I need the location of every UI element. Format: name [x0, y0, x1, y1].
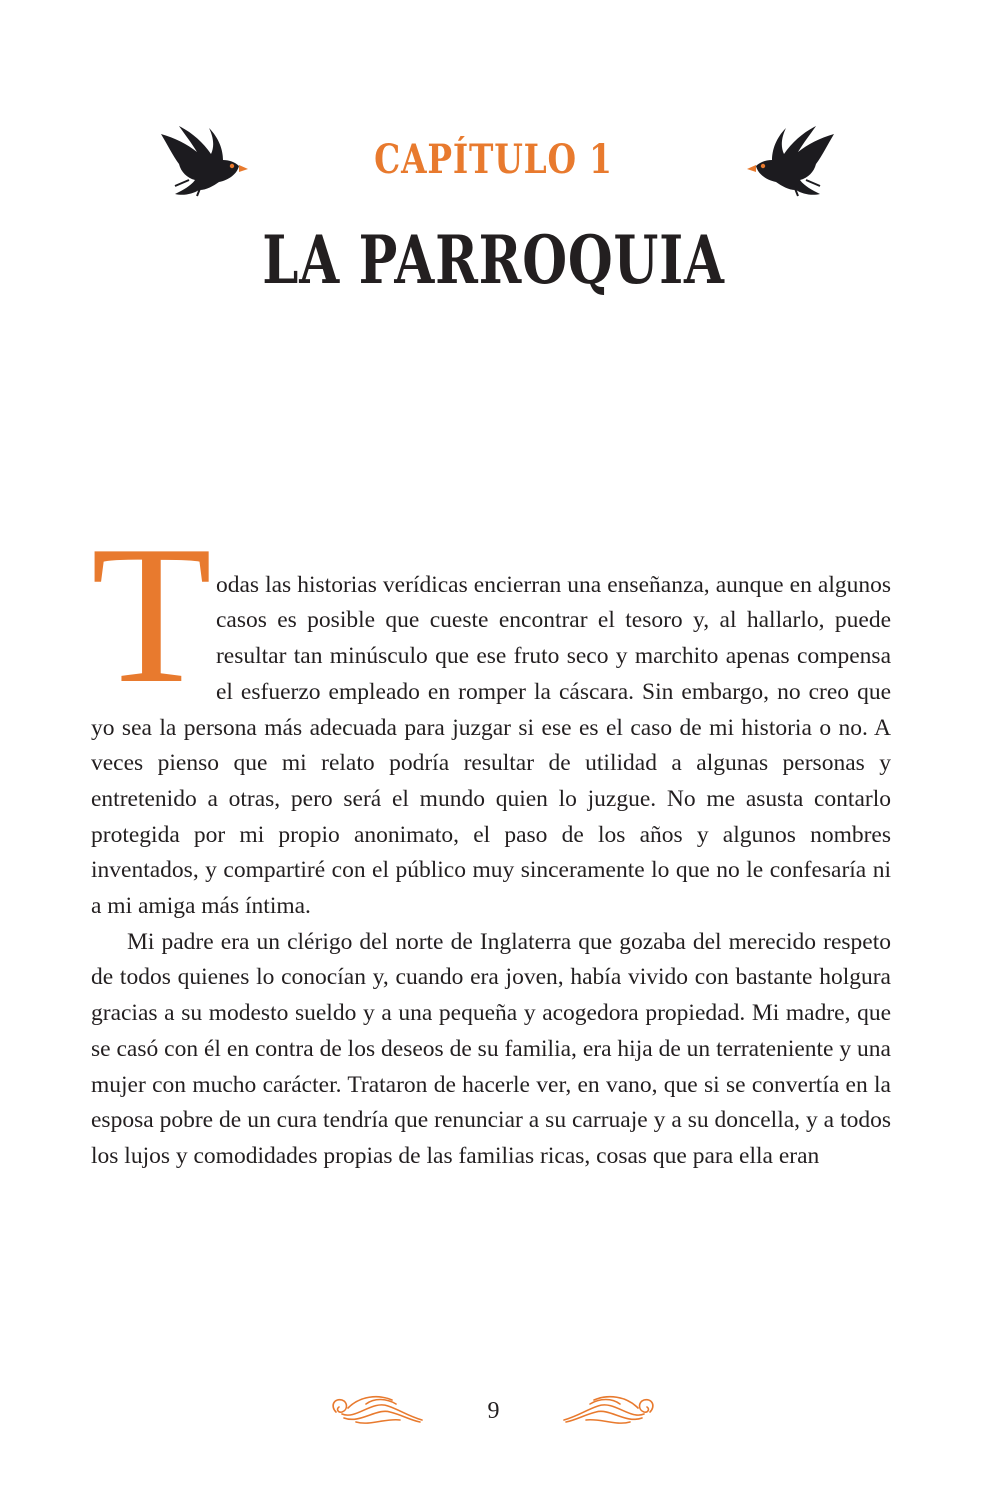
- paragraph-text: odas las historias verídicas encierran una enseñanza, aunque en algunos casos es posible que cueste encontrar el tesoro y, al hallarlo, puede resultar tan minúsculo que ese fruto seco y marchito apenas compensa el esfuerzo empleado en romper la cáscara. Sin embargo, no creo que yo sea la persona más adecuada para juzgar si ese es el caso de mi historia o no. A veces pienso que mi relato podría resultar de utilidad a algunas personas y entretenido a otras, pero será el mundo quien lo juzgue. No me asusta contarlo protegida por mi propio anonimato, el paso de los años y algunos nombres inventados, y compartiré con el público muy sinceramente lo que no le confesaría ni a mi amiga más íntima.: [91, 571, 891, 920]
- paragraph: [91, 505, 891, 925]
- paragraph-text: Mi padre era un clérigo del norte de Inglaterra que gozaba del merecido respeto de todos quienes lo conocían y, cuando era joven, había vivido con bastante holgura gracias a su modesto sueldo y a una pequeña y acogedora propiedad. Mi madre, que se casó con él en contra de los deseos de su familia, era hija de un terrateniente y una mujer con mucho carácter. Trataron de hacerle ver, en vano, que si se convertía en la esposa pobre de un cura tendría que renunciar a su carruaje y a su doncella, y a todos los lujos y comodidades propias de las familias ricas, cosas que para ella eran: [91, 928, 891, 1169]
- drop-cap: T: [91, 505, 212, 724]
- chapter-label: CAPÍTULO 1: [374, 136, 613, 183]
- chapter-body: [91, 505, 891, 1175]
- chapter-title: LA PARROQUIA: [262, 221, 725, 299]
- paragraph: [91, 925, 891, 1175]
- page-number: 9: [487, 1398, 500, 1424]
- flourish-icon: [560, 1386, 660, 1430]
